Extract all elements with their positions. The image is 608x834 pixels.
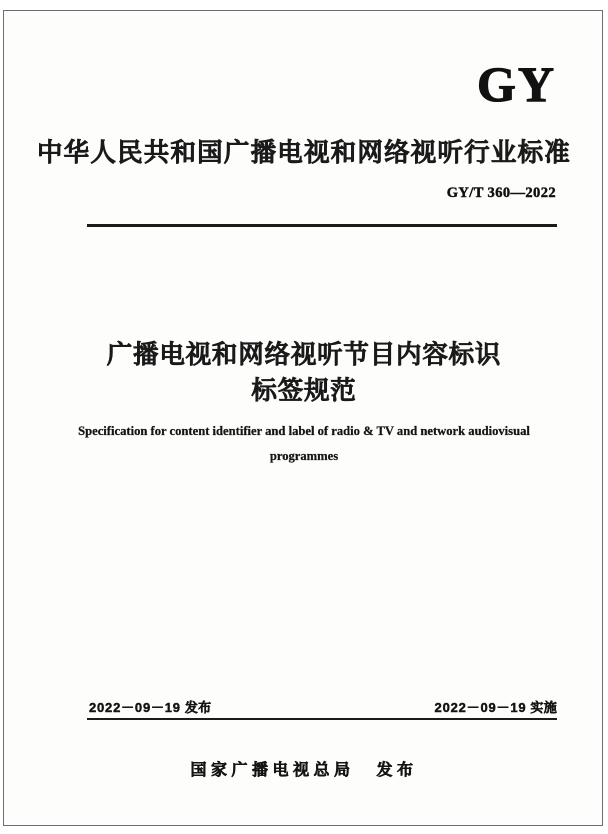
effective-date-group bbox=[435, 697, 557, 716]
header-divider-rule bbox=[87, 224, 557, 227]
standard-cover-page bbox=[3, 10, 603, 826]
effective-date-label: 实施 bbox=[530, 700, 557, 715]
release-date-label: 发布 bbox=[184, 700, 212, 715]
issuer-organization: 国家广播电视总局 bbox=[190, 762, 355, 779]
gy-emblem-text: GY bbox=[477, 56, 556, 112]
release-date-group bbox=[89, 697, 211, 716]
document-title-english bbox=[64, 419, 544, 468]
standard-number: GY/T 360—2022 bbox=[446, 185, 556, 201]
issuer-verb: 发布 bbox=[376, 762, 418, 779]
document-title-english-line-2: programmes bbox=[269, 448, 339, 463]
document-title-english-line-1: Specification for content identifier and label of radio & TV and network audiovisual bbox=[78, 424, 530, 438]
release-date-value: 2022－09－19 bbox=[89, 700, 181, 715]
issuer-line bbox=[4, 757, 604, 780]
publication-dates bbox=[89, 697, 557, 716]
document-title-chinese: 广播电视和网络视听节目内容标识标签规范 bbox=[106, 341, 502, 406]
issuing-authority-header: 中华人民共和国广播电视和网络视听行业标准 bbox=[36, 139, 571, 167]
footer-divider-rule bbox=[87, 718, 557, 720]
effective-date-value: 2022－09－19 bbox=[434, 700, 527, 715]
